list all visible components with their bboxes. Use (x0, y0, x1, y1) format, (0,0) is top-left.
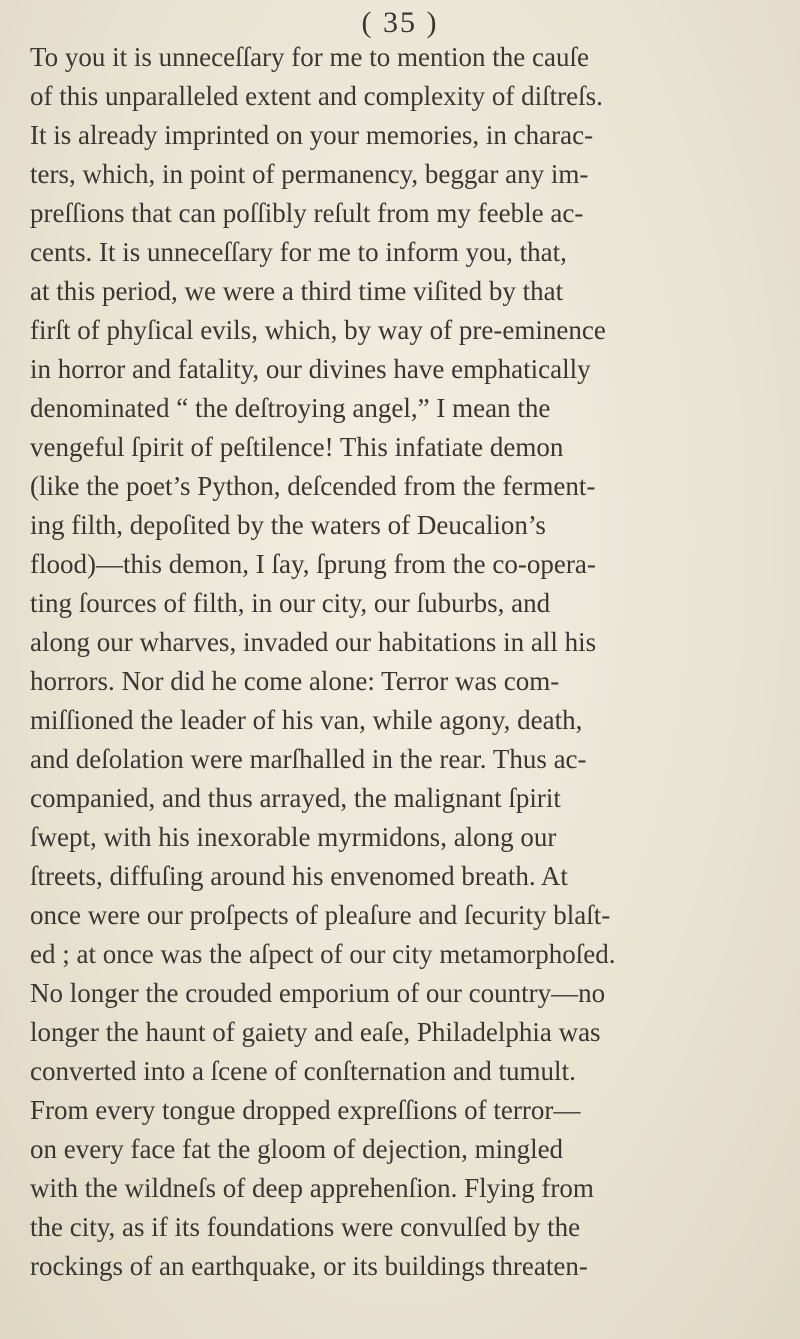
text-line: From every tongue dropped expreſſions of terror— (30, 1095, 581, 1125)
text-line: No longer the crouded emporium of our country—no (30, 978, 606, 1008)
text-line: rockings of an earthquake, or its buildings threaten- (30, 1251, 588, 1281)
text-line: firſt of phyſical evils, which, by way of pre-eminence (30, 315, 606, 345)
text-line: at this period, we were a third time viſited by that (30, 276, 564, 306)
text-line: on every face fat the gloom of dejection, mingled (30, 1134, 564, 1164)
text-line: along our wharves, invaded our habitations in all his (30, 627, 597, 657)
page-number: ( 35 ) (361, 6, 439, 39)
text-line: flood)—this demon, I ſay, ſprung from the co-opera- (30, 549, 596, 579)
text-line: ting ſources of filth, in our city, our ſuburbs, and (30, 588, 551, 618)
text-line: ing filth, depoſited by the waters of Deucalion’s (30, 510, 546, 540)
text-line: once were our proſpects of pleaſure and ſecurity blaſt- (30, 900, 611, 930)
text-line: It is already imprinted on your memories, in charac- (30, 120, 594, 150)
text-line: and deſolation were marſhalled in the rear. Thus ac- (30, 744, 587, 774)
text-line: miſſioned the leader of his van, while agony, death, (30, 705, 583, 735)
text-line: (like the poet’s Python, deſcended from the ferment- (30, 471, 596, 501)
text-line: ters, which, in point of permanency, beggar any im- (30, 159, 589, 189)
text-line: ſwept, with his inexorable myrmidons, along our (30, 822, 557, 852)
text-line: companied, and thus arrayed, the malignant ſpirit (30, 783, 561, 813)
text-line: converted into a ſcene of conſternation and tumult. (30, 1056, 576, 1086)
text-line: denominated “ the deſtroying angel,” I mean the (30, 393, 551, 423)
text-line: preſſions that can poſſibly reſult from my feeble ac- (30, 198, 584, 228)
text-line: of this unparalleled extent and complexity of diſtreſs. (30, 81, 603, 111)
text-line: ed ; at once was the aſpect of our city metamorphoſed. (30, 939, 616, 969)
body-text (30, 38, 798, 1286)
text-line: longer the haunt of gaiety and eaſe, Philadelphia was (30, 1017, 601, 1047)
text-line: To you it is unneceſſary for me to mention the cauſe (30, 42, 589, 72)
text-line: in horror and fatality, our divines have emphatically (30, 354, 591, 384)
text-line: with the wildneſs of deep apprehenſion. Flying from (30, 1173, 594, 1203)
text-line: ſtreets, diffuſing around his envenomed breath. At (30, 861, 568, 891)
text-line: cents. It is unneceſſary for me to inform you, that, (30, 237, 567, 267)
text-line: horrors. Nor did he come alone: Terror was com- (30, 666, 560, 696)
text-line: vengeful ſpirit of peſtilence! This infatiate demon (30, 432, 564, 462)
text-line: the city, as if its foundations were convulſed by the (30, 1212, 581, 1242)
